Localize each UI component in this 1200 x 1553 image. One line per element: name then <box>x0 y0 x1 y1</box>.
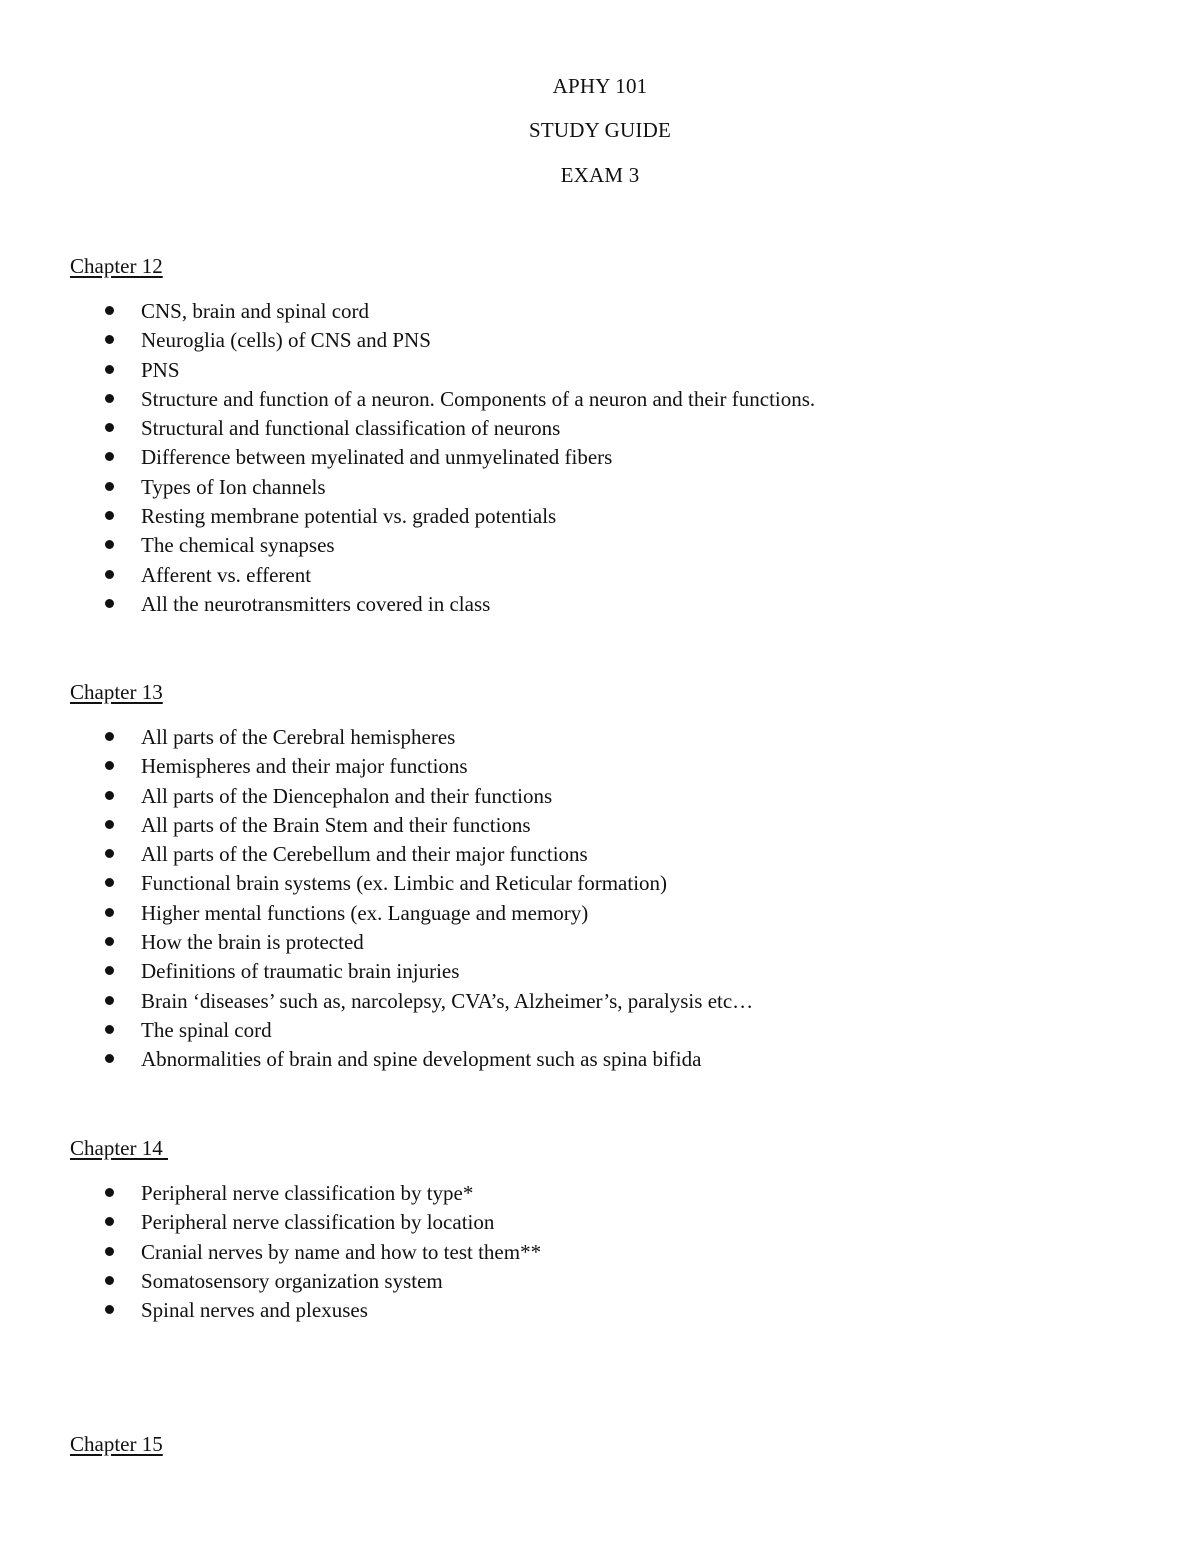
bullet-icon <box>105 1247 114 1256</box>
bullet-icon <box>105 540 114 549</box>
bullet-icon <box>105 599 114 608</box>
bullet-icon <box>105 423 114 432</box>
list-item: All the neurotransmitters covered in class <box>0 592 1200 621</box>
chapter-12-list <box>0 299 1200 621</box>
bullet-icon <box>105 996 114 1005</box>
bullet-icon <box>105 570 114 579</box>
list-item: Resting membrane potential vs. graded potentials <box>0 504 1200 533</box>
list-item: CNS, brain and spinal cord <box>0 299 1200 328</box>
list-item: Difference between myelinated and unmyelinated fibers <box>0 445 1200 474</box>
list-item: Structure and function of a neuron. Components of a neuron and their functions. <box>0 387 1200 416</box>
guide-title: STUDY GUIDE <box>529 118 671 142</box>
chapter-12-heading: Chapter 12 <box>70 254 163 278</box>
bullet-icon <box>105 1217 114 1226</box>
list-item: Abnormalities of brain and spine development such as spina bifida <box>0 1047 1200 1076</box>
list-item: Somatosensory organization system <box>0 1269 1200 1298</box>
list-item: Brain ‘diseases’ such as, narcolepsy, CVA’s, Alzheimer’s, paralysis etc… <box>0 989 1200 1018</box>
list-item: Functional brain systems (ex. Limbic and Reticular formation) <box>0 871 1200 900</box>
course-title: APHY 101 <box>552 74 648 98</box>
bullet-icon <box>105 937 114 946</box>
list-item: Types of Ion channels <box>0 475 1200 504</box>
list-item: How the brain is protected <box>0 930 1200 959</box>
bullet-icon <box>105 791 114 800</box>
bullet-icon <box>105 394 114 403</box>
chapter-14-list <box>0 1181 1200 1327</box>
bullet-icon <box>105 482 114 491</box>
list-item: All parts of the Brain Stem and their functions <box>0 813 1200 842</box>
chapter-14-heading: Chapter 14 <box>70 1136 168 1160</box>
list-item: Afferent vs. efferent <box>0 563 1200 592</box>
exam-title: EXAM 3 <box>560 163 640 187</box>
list-item: All parts of the Diencephalon and their functions <box>0 784 1200 813</box>
chapter-15-heading: Chapter 15 <box>70 1432 163 1456</box>
list-item: PNS <box>0 358 1200 387</box>
list-item: Cranial nerves by name and how to test them** <box>0 1240 1200 1269</box>
chapter-13-heading: Chapter 13 <box>70 680 163 704</box>
list-item: Spinal nerves and plexuses <box>0 1298 1200 1327</box>
bullet-icon <box>105 335 114 344</box>
list-item: All parts of the Cerebellum and their major functions <box>0 842 1200 871</box>
bullet-icon <box>105 761 114 770</box>
list-item: Structural and functional classification of neurons <box>0 416 1200 445</box>
list-item: The chemical synapses <box>0 533 1200 562</box>
bullet-icon <box>105 1276 114 1285</box>
bullet-icon <box>105 1188 114 1197</box>
bullet-icon <box>105 511 114 520</box>
bullet-icon <box>105 1025 114 1034</box>
bullet-icon <box>105 878 114 887</box>
bullet-icon <box>105 820 114 829</box>
bullet-icon <box>105 306 114 315</box>
list-item: All parts of the Cerebral hemispheres <box>0 725 1200 754</box>
list-item: Peripheral nerve classification by type* <box>0 1181 1200 1210</box>
bullet-icon <box>105 966 114 975</box>
bullet-icon <box>105 365 114 374</box>
bullet-icon <box>105 452 114 461</box>
list-item: Neuroglia (cells) of CNS and PNS <box>0 328 1200 357</box>
list-item: Hemispheres and their major functions <box>0 754 1200 783</box>
list-item: The spinal cord <box>0 1018 1200 1047</box>
list-item: Peripheral nerve classification by location <box>0 1210 1200 1239</box>
bullet-icon <box>105 732 114 741</box>
bullet-icon <box>105 1305 114 1314</box>
bullet-icon <box>105 1054 114 1063</box>
bullet-icon <box>105 908 114 917</box>
list-item: Higher mental functions (ex. Language and memory) <box>0 901 1200 930</box>
list-item: Definitions of traumatic brain injuries <box>0 959 1200 988</box>
bullet-icon <box>105 849 114 858</box>
chapter-13-list <box>0 725 1200 1077</box>
